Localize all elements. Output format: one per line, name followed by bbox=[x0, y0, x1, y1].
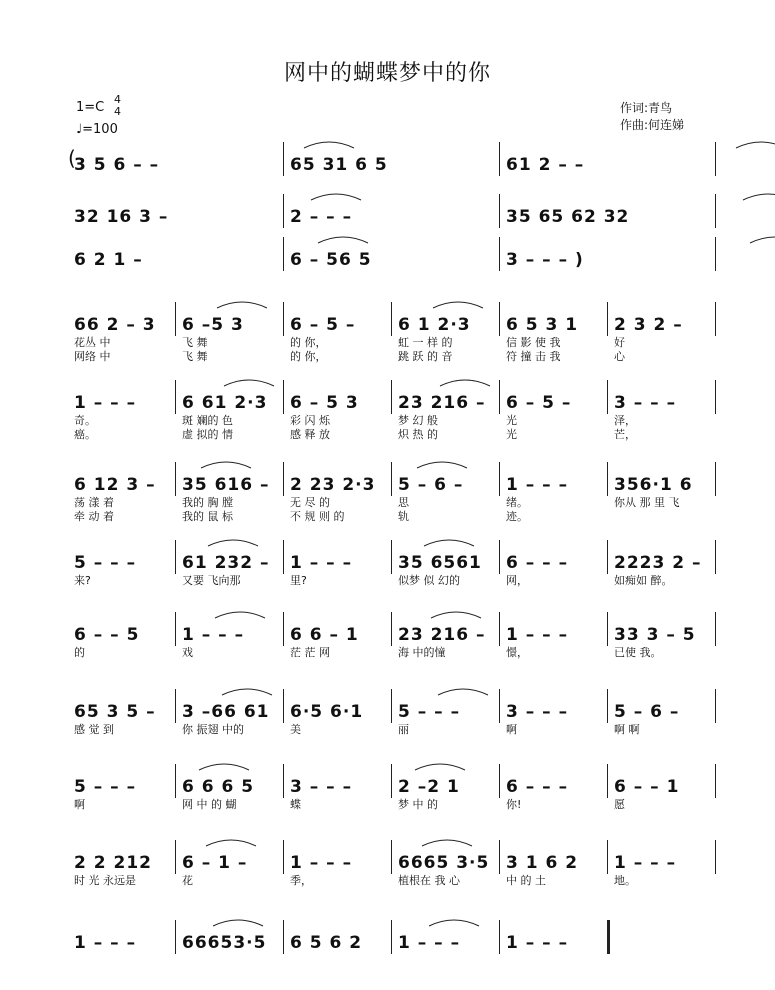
lyric-line: 的 你， bbox=[290, 350, 327, 363]
slur bbox=[206, 840, 256, 846]
score-system bbox=[68, 245, 716, 275]
lyric-line: 感 觉 到 bbox=[74, 723, 114, 736]
measure-notes: 6·5 6·1 bbox=[290, 702, 364, 722]
slur bbox=[438, 689, 488, 695]
lyric-line: 泽， bbox=[614, 414, 636, 427]
measure-notes: 2 23 2·3 bbox=[290, 475, 376, 495]
slur bbox=[431, 612, 481, 618]
lyric-line: 里? bbox=[290, 574, 307, 587]
measure-notes: 1 – – – bbox=[614, 853, 677, 873]
measure-notes: 5 – – – bbox=[398, 702, 461, 722]
slur bbox=[199, 764, 249, 770]
slur bbox=[304, 142, 354, 148]
measure-notes: 6 1 2·3 bbox=[398, 315, 471, 335]
lyric-line: 虹 一 样 的 bbox=[398, 336, 453, 349]
lyricist-credit: 作词:青鸟 bbox=[620, 101, 673, 115]
measure-notes: 6 – 5 – bbox=[506, 393, 572, 413]
score-system bbox=[68, 146, 716, 180]
measure-notes: 65 3 5 – bbox=[74, 702, 156, 722]
measure-notes: 5 – 6 – bbox=[398, 475, 464, 495]
slur-marks bbox=[68, 548, 716, 578]
measure-notes: 6 – – – bbox=[506, 777, 569, 797]
lyric-line: 梦 幻 般 bbox=[398, 414, 438, 427]
lyric-line: 已使 我。 bbox=[614, 646, 662, 659]
slur bbox=[311, 194, 361, 200]
measure-notes: 5 – 6 – bbox=[614, 702, 680, 722]
measure-notes: 66653·5 bbox=[182, 933, 267, 953]
slur-marks bbox=[68, 388, 716, 418]
slur bbox=[422, 840, 472, 846]
measure-notes: 35 65 62 32 bbox=[506, 207, 630, 227]
measure-notes: 6 –5 3 bbox=[182, 315, 244, 335]
slur bbox=[222, 689, 272, 695]
slur-marks bbox=[68, 310, 716, 340]
lyric-line: 网络 中 bbox=[74, 350, 111, 363]
lyric-line: 斑 斓的 色 bbox=[182, 414, 233, 427]
lyric-line: 花 bbox=[182, 874, 193, 887]
slur-marks bbox=[68, 697, 716, 727]
measure-notes: 1 – – – bbox=[182, 625, 245, 645]
measure-notes: 3 – – – ) bbox=[506, 250, 584, 270]
measure-notes: 2 3 2 – bbox=[614, 315, 683, 335]
lyric-line: 戏 bbox=[182, 646, 193, 659]
lyric-line: 光 bbox=[506, 428, 517, 441]
lyric-line: 你 振翅 中的 bbox=[182, 723, 244, 736]
lyric-line: 好 bbox=[614, 336, 625, 349]
lyric-line: 不 规 则 的 bbox=[290, 510, 345, 523]
slur-marks bbox=[68, 772, 716, 802]
tempo-marking bbox=[76, 122, 118, 138]
lyric-line: 地。 bbox=[614, 874, 636, 887]
measure-notes: 1 – – – bbox=[506, 625, 569, 645]
time-signature bbox=[114, 94, 121, 118]
measure-notes: 5 – – – bbox=[74, 553, 137, 573]
measure-notes: 2 –2 1 bbox=[398, 777, 460, 797]
measure-notes: 6 6 – 1 bbox=[290, 625, 359, 645]
lyric-line: 光 bbox=[506, 414, 517, 427]
lyric-line: 信 影 使 我 bbox=[506, 336, 561, 349]
lyric-line: 感 释 放 bbox=[290, 428, 330, 441]
slur bbox=[215, 612, 265, 618]
lyric-line: 虚 拟的 情 bbox=[182, 428, 233, 441]
lyric-line: 牵 动 着 bbox=[74, 510, 114, 523]
slur bbox=[201, 462, 251, 468]
lyric-line: 中 的 土 bbox=[506, 874, 546, 887]
measure-notes: 65 31 6 5 bbox=[290, 155, 388, 175]
measure-notes: 3 – – – bbox=[506, 702, 569, 722]
slur bbox=[417, 462, 467, 468]
measure-notes: 6665 3·5 bbox=[398, 853, 490, 873]
measure-notes: 3 – – – bbox=[290, 777, 353, 797]
measure-notes: 6 12 3 – bbox=[74, 475, 156, 495]
lyric-line: 丽 bbox=[398, 723, 409, 736]
measure-notes: 6 61 2·3 bbox=[182, 393, 268, 413]
quarter-note-icon: ♩ bbox=[76, 122, 83, 137]
measure-notes: 6 – 56 5 bbox=[290, 250, 372, 270]
lyric-line: 网 中 的 蝴 bbox=[182, 798, 237, 811]
lyric-line: 啊 bbox=[506, 723, 517, 736]
measure-notes: 6 – 1 – bbox=[182, 853, 248, 873]
slur-marks bbox=[68, 245, 716, 275]
slur bbox=[429, 920, 479, 926]
key-tempo-block bbox=[76, 93, 121, 138]
lyric-line: 符 撞 击 我 bbox=[506, 350, 561, 363]
score-system bbox=[68, 470, 716, 523]
measure-notes: 3 – – – bbox=[614, 393, 677, 413]
measure-notes: 6 6 6 5 bbox=[182, 777, 255, 797]
lyric-line: 啊 bbox=[74, 798, 85, 811]
slur-marks bbox=[68, 150, 716, 180]
lyric-line: 美 bbox=[290, 723, 301, 736]
key-signature: 1=C bbox=[76, 100, 105, 115]
slur bbox=[743, 194, 775, 200]
measure-notes: 3 5 6 – – bbox=[74, 155, 160, 175]
score-system bbox=[68, 548, 716, 587]
measure-notes: 6 – 5 3 bbox=[290, 393, 359, 413]
composer-credit: 作曲:何连娣 bbox=[620, 118, 685, 132]
slur-marks bbox=[68, 202, 716, 232]
lyric-line: 又要 飞向那 bbox=[182, 574, 241, 587]
lyric-line: 你! bbox=[506, 798, 522, 811]
slur bbox=[750, 237, 775, 243]
time-signature-top: 4 bbox=[114, 93, 121, 106]
measure-notes: 1 – – – bbox=[506, 933, 569, 953]
lyric-line: 飞 舞 bbox=[182, 350, 208, 363]
lyric-line: 思 bbox=[398, 496, 409, 509]
lyric-line: 的 你， bbox=[290, 336, 327, 349]
song-title: 网中的蝴蝶梦中的你 bbox=[283, 61, 491, 86]
lyric-line: 炽 热 的 bbox=[398, 428, 438, 441]
measure-notes: 1 – – – bbox=[74, 393, 137, 413]
lyric-line: 啊 啊 bbox=[614, 723, 640, 736]
slur-marks bbox=[68, 620, 716, 650]
slur bbox=[440, 380, 490, 386]
lyric-line: 愿 bbox=[614, 798, 625, 811]
score-system bbox=[68, 310, 716, 363]
lyric-line: 奇。 bbox=[74, 414, 96, 427]
measure-notes: 6 5 3 1 bbox=[506, 315, 579, 335]
tempo-value: =100 bbox=[82, 122, 118, 137]
measure-notes: 6 2 1 – bbox=[74, 250, 143, 270]
measure-notes: 35 6561 bbox=[398, 553, 482, 573]
score-system bbox=[68, 928, 716, 958]
measure-notes: 6 – 5 – bbox=[290, 315, 356, 335]
lyric-line: 憬， bbox=[506, 646, 528, 659]
lyric-line: 茫 茫 网 bbox=[290, 646, 330, 659]
measure-notes: 5 – – – bbox=[74, 777, 137, 797]
measure-notes: 6 – – 1 bbox=[614, 777, 680, 797]
slur bbox=[224, 380, 274, 386]
lyric-line: 癌。 bbox=[74, 428, 96, 441]
slur bbox=[217, 302, 267, 308]
score-system bbox=[68, 848, 716, 887]
lyric-line: 轨 bbox=[398, 510, 409, 523]
measure-notes: 3 1 6 2 bbox=[506, 853, 579, 873]
score-system bbox=[68, 388, 716, 441]
measure-notes: 1 – – – bbox=[398, 933, 461, 953]
lyric-line: 似梦 似 幻的 bbox=[398, 574, 460, 587]
lyric-line: 花丛 中 bbox=[74, 336, 111, 349]
lyric-line: 海 中的憧 bbox=[398, 646, 446, 659]
time-signature-bottom: 4 bbox=[114, 105, 121, 118]
slur-marks bbox=[68, 470, 716, 500]
slur-marks bbox=[68, 928, 716, 958]
lyric-line: 网， bbox=[506, 574, 528, 587]
lyric-line: 植根在 我 心 bbox=[398, 874, 460, 887]
lyric-line: 时 光 永远是 bbox=[74, 874, 136, 887]
slur bbox=[318, 237, 368, 243]
score-system bbox=[68, 620, 716, 659]
measure-notes: 2 – – – bbox=[290, 207, 353, 227]
lyric-line: 蝶 bbox=[290, 798, 301, 811]
lyric-line: 我的 鼠 标 bbox=[182, 510, 233, 523]
score-system bbox=[68, 697, 716, 736]
measure-notes: 2223 2 – bbox=[614, 553, 702, 573]
slur bbox=[424, 540, 474, 546]
measure-notes: 61 2 – – bbox=[506, 155, 585, 175]
measure-notes: 6 – – – bbox=[506, 553, 569, 573]
measure-notes: 1 – – – bbox=[74, 933, 137, 953]
measure-notes: 61 232 – bbox=[182, 553, 270, 573]
lyric-line: 飞 舞 bbox=[182, 336, 208, 349]
score-system bbox=[68, 772, 716, 811]
lyric-line: 季， bbox=[290, 874, 312, 887]
lyric-line: 芒， bbox=[614, 428, 636, 441]
lyric-line: 跳 跃 的 音 bbox=[398, 350, 453, 363]
lyric-line: 荡 漾 着 bbox=[74, 496, 114, 509]
measure-notes: 33 3 – 5 bbox=[614, 625, 696, 645]
measure-notes: 35 616 – bbox=[182, 475, 270, 495]
measure-notes: 1 – – – bbox=[506, 475, 569, 495]
lyric-line: 我的 胸 膛 bbox=[182, 496, 233, 509]
lyric-line: 无 尽 的 bbox=[290, 496, 330, 509]
measure-notes: 3 –66 61 bbox=[182, 702, 270, 722]
measure-notes: 356·1 6 bbox=[614, 475, 693, 495]
lyric-line: 迹。 bbox=[506, 510, 528, 523]
slur-marks bbox=[68, 848, 716, 878]
measure-notes: 66 2 – 3 bbox=[74, 315, 156, 335]
measure-notes: 1 – – – bbox=[290, 553, 353, 573]
lyric-line: 来? bbox=[74, 574, 91, 587]
slur bbox=[736, 142, 775, 148]
lyric-line: 如痴如 醉。 bbox=[614, 574, 673, 587]
slur bbox=[208, 540, 258, 546]
lyric-line: 梦 中 的 bbox=[398, 798, 438, 811]
lyric-line: 的 bbox=[74, 646, 85, 659]
measure-notes: 6 5 6 2 bbox=[290, 933, 363, 953]
measure-notes: 6 – – 5 bbox=[74, 625, 140, 645]
credits bbox=[620, 100, 684, 134]
lyric-line: 心 bbox=[614, 350, 625, 363]
measure-notes: 32 16 3 – bbox=[74, 207, 169, 227]
lyric-line: 你从 那 里 飞 bbox=[614, 496, 680, 509]
measure-notes: 1 – – – bbox=[290, 853, 353, 873]
lyric-line: 彩 闪 烁 bbox=[290, 414, 330, 427]
slur bbox=[415, 764, 465, 770]
repeat-paren: ( bbox=[68, 146, 76, 170]
measure-notes: 23 216 – bbox=[398, 625, 486, 645]
slur bbox=[213, 920, 263, 926]
measure-notes: 2 2 212 bbox=[74, 853, 152, 873]
score-system bbox=[68, 202, 716, 232]
lyric-line: 绪。 bbox=[506, 496, 528, 509]
measure-notes: 23 216 – bbox=[398, 393, 486, 413]
slur bbox=[433, 302, 483, 308]
